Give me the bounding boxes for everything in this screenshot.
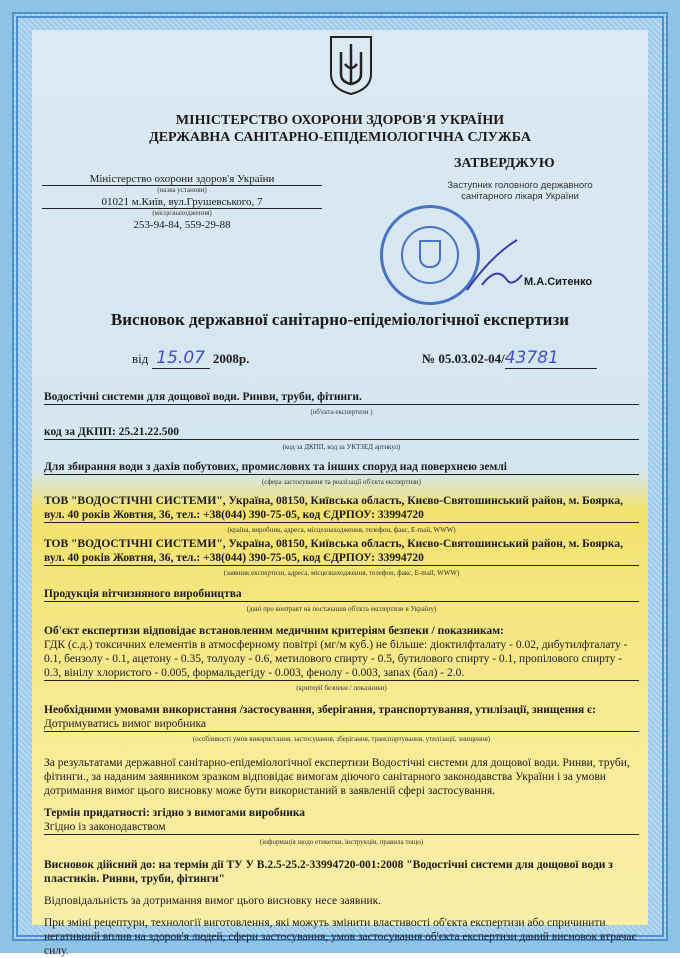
- header-line-1: МІНІСТЕРСТВО ОХОРОНИ ЗДОРОВ'Я УКРАЇНИ: [175, 113, 505, 128]
- caption: (інформація щодо етикетки, інструкція, правила тощо): [259, 838, 424, 846]
- applicant: ТОВ "ВОДОСТІЧНІ СИСТЕМИ", Україна, 08150, Київська область, Києво-Святошинський район, м. Боярка, вул. 40 років Жовтня, 36, тел.: +38(044) 390-75-05, код ЄДРПОУ: 33994720: [44, 537, 639, 566]
- caption: (заявник експертизи, адреса, місцезнаходження, телефон, факс, E-mail, WWW): [223, 569, 460, 577]
- caption: (сфера застосування та реалізації об'єкта експертизи): [262, 478, 421, 486]
- caption: (дані про контракт на постачання об'єкта експертизи в Україну): [246, 605, 437, 613]
- caption: (країна, виробник, адреса, місцезнаходження, телефон, факс, E-mail, WWW): [227, 526, 456, 534]
- date-year: 2008р.: [212, 351, 250, 366]
- institution-phones: 253-94-84, 559-29-88: [133, 219, 231, 231]
- caption: (назва установи): [157, 186, 207, 194]
- document-body: [32, 30, 648, 957]
- signature-icon: [462, 235, 532, 295]
- institution-name: Міністерство охорони здоров'я України: [42, 173, 322, 186]
- criteria-heading: Об'єкт експертизи відповідає встановленим медичним критеріям безпеки / показникам:: [44, 625, 504, 637]
- application-scope: Для збирання води з дахів побутових, промислових та інших споруд над поверхнею землі: [44, 460, 639, 475]
- document-number: [422, 348, 597, 369]
- ministry-header: [32, 112, 648, 146]
- approval-title: ЗАТВЕРДЖУЮ: [454, 156, 555, 171]
- contract-data: Продукція вітчизняного виробництва: [44, 587, 639, 602]
- manufacturer: ТОВ "ВОДОСТІЧНІ СИСТЕМИ", Україна, 08150, Київська область, Києво-Святошинський район, м. Боярка, вул. 40 років Жовтня, 36, тел.: +38(044) 390-75-05, код ЄДРПОУ: 33994720: [44, 494, 639, 523]
- conclusion-text: За результатами державної санітарно-епідеміологічної експертизи Водостічні системи для дощової води. Ринви, труби, фітинги., за наданим заявником зразком відповідає вимогам діючого санітарного законодавства України і за умови дотримання вимог цього висновку може бути використаний в заявленій сфері застосування.: [44, 757, 630, 797]
- conditions-heading: Необхідними умовами використання /застосування, зберігання, транспортування, утилізації, знищення є:: [44, 704, 596, 716]
- document-title: Висновок державної санітарно-епідеміологічної експертизи: [110, 310, 570, 329]
- date-prefix: від: [132, 351, 149, 366]
- approval-position: Заступник головного державного санітарного лікаря України: [447, 180, 593, 202]
- document-date: [132, 348, 249, 369]
- caption: (код за ДКПП, код за УКТЗЕД артикул): [282, 443, 401, 451]
- shelf-life-value: Згідно із законодавством: [44, 820, 639, 835]
- number-handwritten: 43781: [505, 348, 597, 369]
- number-prefix: № 05.03.02-04/: [422, 351, 505, 366]
- institution-address: 01021 м.Київ, вул.Грушевського, 7: [42, 196, 322, 209]
- institution-block: [42, 173, 322, 231]
- responsibility-text: Відповідальність за дотримання вимог цього висновку несе заявник.: [44, 895, 382, 907]
- fields-block: [44, 390, 639, 958]
- criteria-text: ГДК (с.д.) токсичних елементів в атмосферному повітрі (мг/м куб.) не більше: діоктилфталату - 0.02, дибутилфталату - 0.1, бензолу - 0.1, ацетону - 0.35, толуолу - 0.6, метилового спирту - 0.5, бутилового спирту - 0.1, пропілового спирту - 0.3, вінілу хлористого - 0.005, формальдегіду - 0.003, фенолу - 0.003, запах (бал) - 2.0.: [44, 638, 639, 681]
- header-line-2: ДЕРЖАВНА САНІТАРНО-ЕПІДЕМІОЛОГІЧНА СЛУЖБА: [149, 130, 531, 145]
- caption: (критерії безпеки / показники): [296, 684, 387, 692]
- coat-of-arms-icon: [328, 34, 374, 96]
- signatory-name: М.А.Ситенко: [524, 276, 593, 288]
- product-code: код за ДКПП: 25.21.22.500: [44, 425, 639, 440]
- caption: (місцезнаходження): [152, 209, 212, 217]
- caption: (особливості умов використання, застосування, зберігання, транспортування, утилізації, знищення): [192, 735, 491, 743]
- warning-text: При зміні рецептури, технології виготовлення, які можуть змінити властивості об'єкта експертизи або спричинити негативний вплив на здоров'я людей, сфери застосування, умов застосування об'єкта експертизи даний висновок втрачає силу.: [44, 917, 637, 957]
- shelf-life-heading: Термін придатності: згідно з вимогами виробника: [44, 807, 306, 819]
- conditions-value: Дотримуватись вимог виробника: [44, 717, 639, 732]
- expertise-object: Водостічні системи для дощової води. Ринви, труби, фітинги.: [44, 390, 639, 405]
- date-handwritten: 15.07: [152, 348, 210, 369]
- validity-text: Висновок дійсний до: на термін дії ТУ У В.2.5-25.2-33994720-001:2008 "Водостічні системи для дощової води з пластиків. Ринви, труби, фітинги": [44, 859, 613, 885]
- caption: (об'єкта експертизи ): [310, 408, 373, 416]
